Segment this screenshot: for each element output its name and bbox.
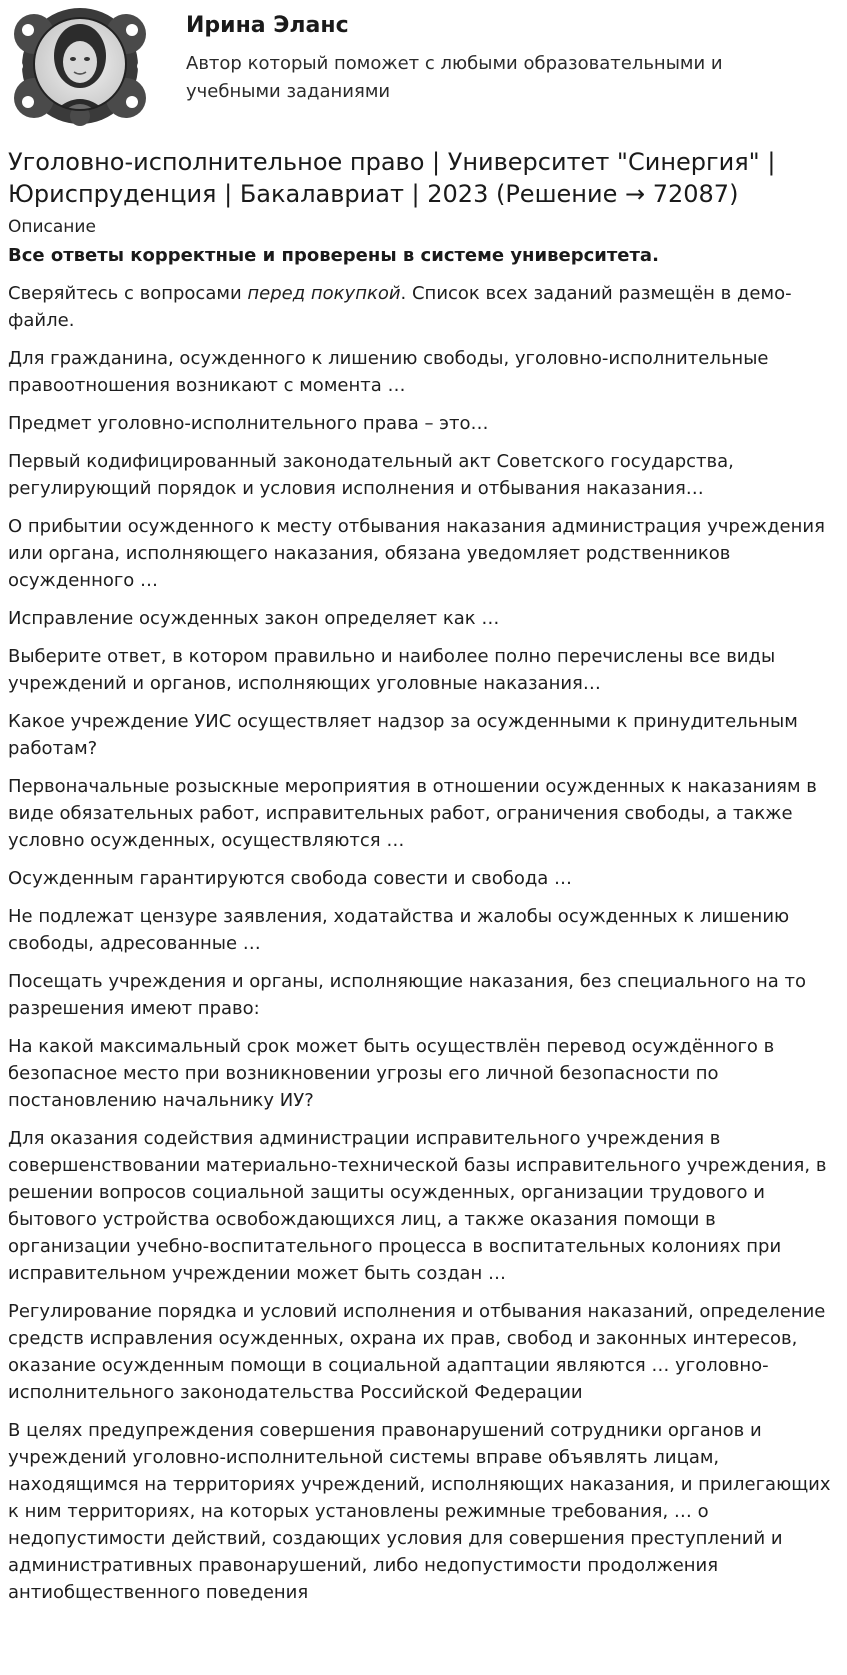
- description-body: [8, 280, 839, 1606]
- intro-text-before: Сверяйтесь с вопросами: [8, 283, 248, 304]
- question-item: О прибытии осужденного к месту отбывания наказания администрация учреждения или органа, исполняющего наказания, обязана уведомляет родственников осужденного …: [8, 516, 825, 591]
- question-item: Для оказания содействия администрации исправительного учреждения в совершенствовании материально-технической базы исправительного учреждения, в решении вопросов социальной защиты осужденных, организации трудового и бытового устройства освобождающихся лиц, а также оказания помощи в организации учебно-воспитательного процесса в воспитательных колониях при исправительном учреждении может быть создан …: [8, 1128, 827, 1284]
- question-item: В целях предупреждения совершения правонарушений сотрудники органов и учреждений уголовно-исполнительной системы вправе объявлять лицам, находящимся на территориях учреждений, исполняющих наказания, и прилегающих к ним территориях, на которых установлены режимные требования, … о недопустимости действий, создающих условия для совершения преступлений и административных правонарушений, либо недопустимости продолжения антиобщественного поведения: [8, 1420, 831, 1603]
- question-item: Первый кодифицированный законодательный акт Советского государства, регулирующий порядок и условия исполнения и отбывания наказания…: [8, 451, 734, 499]
- question-item: Первоначальные розыскные мероприятия в отношении осужденных к наказаниям в виде обязательных работ, исправительных работ, ограничения свободы, а также условно осужденных, осуществляются …: [8, 776, 817, 851]
- author-info: [154, 6, 806, 106]
- question-item: Для гражданина, осужденного к лишению свободы, уголовно-исполнительные правоотношения возникают с момента …: [8, 348, 769, 396]
- author-name[interactable]: Ирина Эланс: [186, 13, 349, 38]
- intro-text-after: . Список всех заданий размещён в демо-файле.: [8, 283, 792, 331]
- question-item: Не подлежат цензуре заявления, ходатайства и жалобы осужденных к лишению свободы, адресованные …: [8, 906, 790, 954]
- question-item: Посещать учреждения и органы, исполняющие наказания, без специального на то разрешения имеют право:: [8, 971, 807, 1019]
- question-item: Выберите ответ, в котором правильно и наиболее полно перечислены все виды учреждений и органов, исполняющих уголовные наказания…: [8, 646, 776, 694]
- product-description: [8, 146, 839, 1606]
- question-item: На какой максимальный срок может быть осуществлён перевод осуждённого в безопасное место при возникновении угрозы его личной безопасности по постановлению начальнику ИУ?: [8, 1036, 775, 1111]
- question-item: Какое учреждение УИС осуществляет надзор за осужденными к принудительным работам?: [8, 711, 798, 759]
- author-card: [8, 0, 839, 136]
- intro-emphasis: перед покупкой: [247, 283, 401, 304]
- lead-statement: Все ответы корректные и проверены в системе университета.: [8, 245, 659, 266]
- avatar[interactable]: [8, 6, 154, 128]
- question-item: Предмет уголовно-исполнительного права – это…: [8, 413, 489, 434]
- section-label-description: Описание: [8, 217, 96, 237]
- question-item: Регулирование порядка и условий исполнения и отбывания наказаний, определение средств исправления осужденных, охрана их прав, свобод и законных интересов, оказание осужденным помощи в социальной адаптации являются … уголовно-исполнительного законодательства Российской Федерации: [8, 1301, 826, 1403]
- page-title: Уголовно-исполнительное право | Университет "Синергия" | Юриспруденция | Бакалавриат | 2023 (Решение → 72087): [8, 148, 776, 208]
- author-description: Автор который поможет с любыми образовательными и учебными заданиями: [186, 53, 723, 102]
- intro-paragraph: [8, 280, 839, 334]
- question-item: Исправление осужденных закон определяет как …: [8, 608, 500, 629]
- user-photo-avatar-icon: [8, 6, 154, 128]
- question-item: Осужденным гарантируются свобода совести и свобода …: [8, 868, 573, 889]
